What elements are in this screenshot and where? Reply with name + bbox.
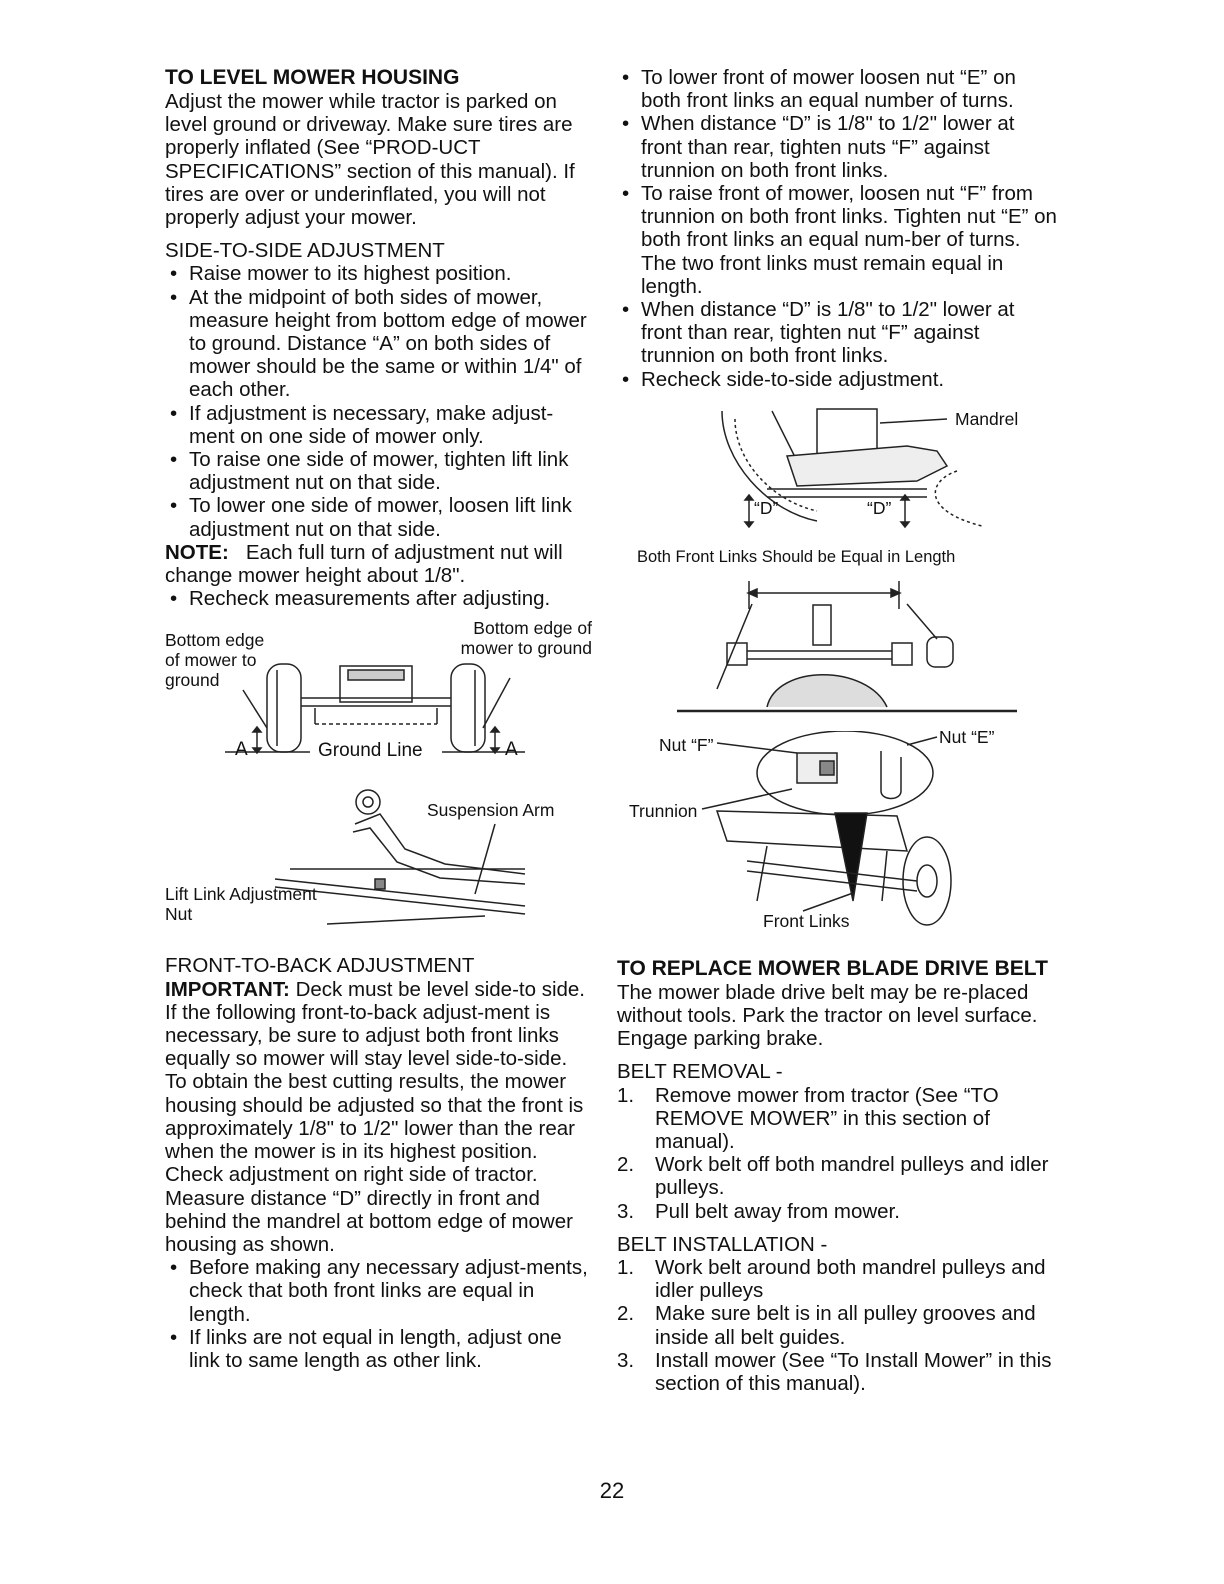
replace-belt-intro: The mower blade drive belt may be re-placed without tools. Park the tractor on level surface. Engage parking brake. [617, 980, 1038, 1051]
front-to-back-para1: To obtain the best cutting results, the mower housing should be adjusted so that the front is approximately 1/8" to 1/2" lower than the rear when the mower is in its highest position. [165, 1070, 584, 1164]
mandrel-caption: Both Front Links Should be Equal in Length [637, 547, 956, 566]
front-links-label: Front Links [763, 910, 850, 931]
a-left-label: A [235, 739, 248, 761]
d-left-label: “D” [754, 497, 779, 518]
note-paragraph [165, 541, 590, 587]
bottom-edge-label-left: Bottom edge of mower to ground [165, 630, 265, 691]
list-item: • If adjustment is necessary, make adjust-ment on one side of mower only. [165, 402, 590, 448]
note-text: Each full turn of adjustment nut will change mower height about 1/8". [165, 540, 563, 588]
step-text: Work belt around both mandrel pulleys and idler pulleys [655, 1256, 1046, 1303]
page-number: 22 [599, 1478, 625, 1503]
section-title-replace-belt: TO REPLACE MOWER BLADE DRIVE BELT [617, 956, 1048, 980]
front-to-back-list [165, 1256, 590, 1372]
ground-line-figure [165, 618, 595, 778]
belt-removal-steps [617, 1084, 1057, 1223]
list-item: • At the midpoint of both sides of mower, measure height from bottom edge of mower to ground. Distance “A” on both sides of mower should be the same or within 1/4" of each other. [165, 286, 590, 402]
front-link-adjustment-list [617, 66, 1057, 391]
list-item: • Raise mower to its highest position. [165, 262, 590, 285]
side-to-side-list [165, 262, 590, 540]
belt-removal-heading: BELT REMOVAL - [617, 1060, 783, 1084]
front-link-top-diagram [617, 579, 1057, 719]
step-text: Pull belt away from mower. [655, 1199, 900, 1223]
list-item: • To lower front of mower loosen nut “E” on both front links an equal number of turns. [617, 66, 1057, 112]
mandrel-label: Mandrel [955, 408, 1019, 429]
note-label: NOTE: [165, 540, 229, 564]
list-item: • When distance “D” is 1/8" to 1/2" lower at front than rear, tighten nut “F” against trunnion on both front links. [617, 298, 1057, 368]
nut-e-label: Nut “E” [939, 726, 995, 747]
a-right-label: A [505, 739, 518, 761]
front-link-top-figure [617, 579, 1057, 719]
list-item: 3. Pull belt away from mower. [617, 1199, 900, 1223]
ground-line-label: Ground Line [318, 740, 423, 762]
left-column [165, 66, 590, 1372]
nut-f-label: Nut “F” [659, 734, 714, 755]
list-item: • Recheck measurements after adjusting. [165, 587, 590, 610]
list-item: 1. Work belt around both mandrel pulleys and idler pulleys [617, 1256, 1046, 1303]
d-right-label: “D” [867, 497, 892, 518]
step-text: Work belt off both mandrel pulleys and idler pulleys. [655, 1153, 1049, 1200]
step-text: Install mower (See “To Install Mower” in this section of this manual). [655, 1348, 1052, 1396]
list-item: • When distance “D” is 1/8" to 1/2" lower at front than rear, tighten nuts “F” against trunnion on both front links. [617, 112, 1057, 182]
list-item: • To raise front of mower, loosen nut “F” from trunnion on both front links. Tighten nut “E” on both front links an equal num-ber of turns. The two front links must remain equal in length. [617, 182, 1057, 298]
list-item: • Before making any necessary adjust-ments, check that both front links are equal in length. [165, 1256, 590, 1326]
list-item: 3. Install mower (See “To Install Mower” in this section of this manual). [617, 1348, 1052, 1396]
step-text: Remove mower from tractor (See “TO REMOVE MOWER” in this section of manual). [655, 1083, 999, 1154]
section-title-level-housing: TO LEVEL MOWER HOUSING [165, 66, 460, 89]
trunnion-label: Trunnion [629, 800, 698, 821]
important-paragraph [165, 978, 590, 1071]
recheck-list [165, 587, 590, 610]
nut-trunnion-figure [617, 726, 1057, 951]
suspension-arm-label: Suspension Arm [427, 800, 555, 821]
lift-link-label: Lift Link Adjustment Nut [165, 884, 317, 925]
front-to-back-heading: FRONT-TO-BACK ADJUSTMENT [165, 954, 475, 978]
list-item: • To lower one side of mower, loosen lift link adjustment nut on that side. [165, 494, 590, 540]
step-text: Make sure belt is in all pulley grooves and inside all belt guides. [655, 1302, 1036, 1349]
bottom-edge-label-right: Bottom edge of mower to ground [460, 618, 592, 659]
mandrel-figure [617, 401, 1047, 531]
side-to-side-heading: SIDE-TO-SIDE ADJUSTMENT [165, 239, 445, 263]
list-item: • If links are not equal in length, adjust one link to same length as other link. [165, 1326, 590, 1372]
list-item: • Recheck side-to-side adjustment. [617, 368, 1057, 391]
front-to-back-para2: Check adjustment on right side of tractor. Measure distance “D” directly in front and behind the mandrel at bottom edge of mower housing as shown. [165, 1163, 573, 1256]
important-text: Deck must be level side-to side. If the following front-to-back adjust-ment is necessary, be sure to adjust both front links equally so mower will stay level side-to-side. [165, 977, 585, 1071]
right-column [617, 66, 1057, 1395]
list-item: 2. Work belt off both mandrel pulleys and idler pulleys. [617, 1153, 1049, 1200]
belt-installation-steps [617, 1256, 1057, 1395]
list-item: 2. Make sure belt is in all pulley grooves and inside all belt guides. [617, 1302, 1036, 1349]
list-item: 1. Remove mower from tractor (See “TO REMOVE MOWER” in this section of manual). [617, 1083, 999, 1154]
lift-link-figure [165, 784, 595, 934]
important-label: IMPORTANT: [165, 977, 290, 1001]
level-housing-intro: Adjust the mower while tractor is parked on level ground or driveway. Make sure tires are properly inflated (See “PROD-UCT SPECIFICATIONS” section of this manual). If tires are over or underinflated, you will not properly adjust your mower. [165, 90, 575, 230]
list-item: • To raise one side of mower, tighten lift link adjustment nut on that side. [165, 448, 590, 494]
belt-installation-heading: BELT INSTALLATION - [617, 1232, 828, 1256]
